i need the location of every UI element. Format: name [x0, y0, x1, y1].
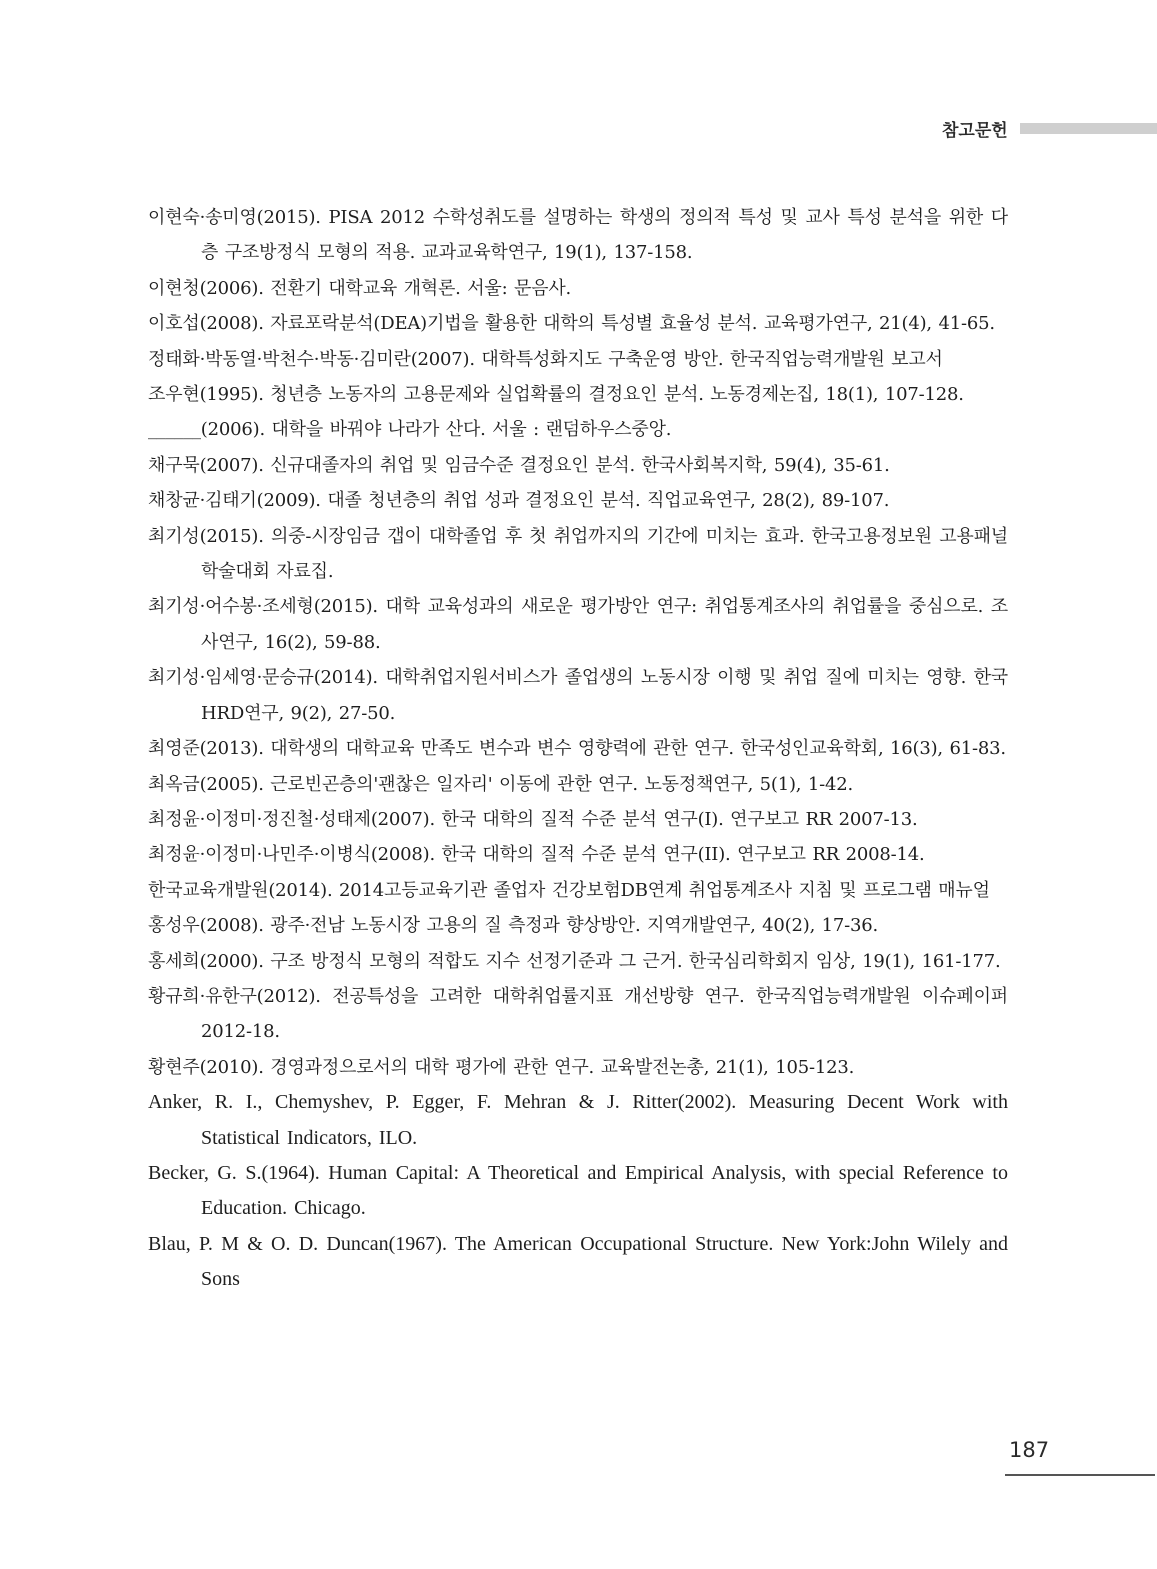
- reference-item: Blau, P. M & O. D. Duncan(1967). The American Occupational Structure. New York:John Wilely and Sons: [148, 1232, 1008, 1291]
- page-number: 187: [1009, 1438, 1050, 1462]
- running-header: [0, 114, 1157, 144]
- reference-item: 홍세희(2000). 구조 방정식 모형의 적합도 지수 선정기준과 그 근거. 한국심리학회지 임상, 19(1), 161-177.: [148, 950, 1001, 972]
- reference-item: 최정윤·이정미·나민주·이병식(2008). 한국 대학의 질적 수준 분석 연구(II). 연구보고 RR 2008-14.: [148, 844, 925, 866]
- reference-item: 한국교육개발원(2014). 2014고등교육기관 졸업자 건강보험DB연계 취업통계조사 지침 및 프로그램 매뉴얼: [148, 879, 990, 901]
- reference-item: 이현숙·송미영(2015). PISA 2012 수학성취도를 설명하는 학생의 정의적 특성 및 교사 특성 분석을 위한 다층 구조방정식 모형의 적용. 교과교육학연구, 19(1), 137-158.: [148, 207, 1008, 264]
- reference-item: 황규희·유한구(2012). 전공특성을 고려한 대학취업률지표 개선방향 연구. 한국직업능력개발원 이슈페이퍼 2012-18.: [148, 985, 1008, 1043]
- reference-item: ______(2006). 대학을 바꿔야 나라가 산다. 서울 : 랜덤하우스중앙.: [148, 419, 672, 441]
- reference-item: 최기성·임세영·문승규(2014). 대학취업지원서비스가 졸업생의 노동시장 이행 및 취업 질에 미치는 영향. 한국HRD연구, 9(2), 27-50.: [148, 667, 1008, 724]
- reference-item: 홍성우(2008). 광주·전남 노동시장 고용의 질 측정과 향상방안. 지역개발연구, 40(2), 17-36.: [148, 915, 879, 937]
- reference-item: 채구묵(2007). 신규대졸자의 취업 및 임금수준 결정요인 분석. 한국사회복지학, 59(4), 35-61.: [148, 454, 890, 476]
- reference-item: Anker, R. I., Chemyshev, P. Egger, F. Mehran & J. Ritter(2002). Measuring Decent Work with Statistical Indicators, ILO.: [148, 1091, 1008, 1149]
- reference-item: 조우현(1995). 청년층 노동자의 고용문제와 실업확률의 결정요인 분석. 노동경제논집, 18(1), 107-128.: [148, 384, 964, 406]
- page-footer: [1005, 1438, 1155, 1476]
- reference-item: 황현주(2010). 경영과정으로서의 대학 평가에 관한 연구. 교육발전논총, 21(1), 105-123.: [148, 1056, 855, 1078]
- reference-item: 최기성(2015). 의중-시장임금 갭이 대학졸업 후 첫 취업까지의 기간에 미치는 효과. 한국고용정보원 고용패널 학술대회 자료집.: [148, 525, 1008, 583]
- reference-item: 최영준(2013). 대학생의 대학교육 만족도 변수과 변수 영향력에 관한 연구. 한국성인교육학회, 16(3), 61-83.: [148, 738, 1006, 760]
- section-title: 참고문헌: [942, 121, 1008, 141]
- reference-item: 이현청(2006). 전환기 대학교육 개혁론. 서울: 문음사.: [148, 277, 572, 299]
- reference-list: [148, 200, 1008, 1298]
- reference-item: 정태화·박동열·박천수·박동·김미란(2007). 대학특성화지도 구축운영 방안. 한국직업능력개발원 보고서: [148, 348, 943, 370]
- reference-item: 최기성·어수봉·조세형(2015). 대학 교육성과의 새로운 평가방안 연구: 취업통계조사의 취업률을 중심으로. 조사연구, 16(2), 59-88.: [148, 596, 1008, 653]
- reference-item: 이호섭(2008). 자료포락분석(DEA)기법을 활용한 대학의 특성별 효율성 분석. 교육평가연구, 21(4), 41-65.: [148, 313, 995, 335]
- reference-item: 최옥금(2005). 근로빈곤층의'괜찮은 일자리' 이동에 관한 연구. 노동정책연구, 5(1), 1-42.: [148, 773, 853, 795]
- reference-item: 채창균·김태기(2009). 대졸 청년층의 취업 성과 결정요인 분석. 직업교육연구, 28(2), 89-107.: [148, 490, 890, 512]
- reference-item: Becker, G. S.(1964). Human Capital: A Theoretical and Empirical Analysis, with special Reference to Education. Chicago.: [148, 1161, 1008, 1220]
- header-decoration-bar: [1020, 123, 1157, 134]
- reference-item: 최정윤·이정미·정진철·성태제(2007). 한국 대학의 질적 수준 분석 연구(I). 연구보고 RR 2007-13.: [148, 808, 918, 830]
